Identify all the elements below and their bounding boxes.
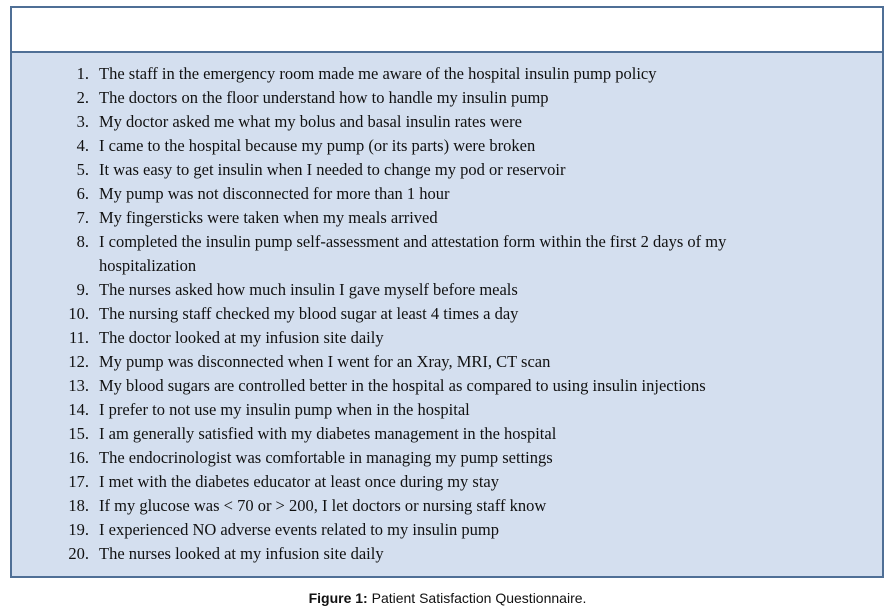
list-item [12, 470, 882, 494]
list-item [12, 134, 882, 158]
question-text: The doctors on the floor understand how to handle my insulin pump [99, 88, 549, 107]
list-item [12, 494, 882, 518]
question-number-text: 7. [76, 208, 89, 227]
number-spacer [89, 542, 99, 566]
question-number [12, 398, 89, 422]
table-header-cell [12, 8, 882, 53]
question-text: I met with the diabetes educator at least once during my stay [99, 472, 499, 491]
number-spacer [89, 86, 99, 110]
question-number [12, 470, 89, 494]
number-spacer [89, 470, 99, 494]
number-spacer [89, 230, 99, 278]
question-number-text: 19. [68, 520, 89, 539]
question-text: The nurses looked at my infusion site daily [99, 544, 384, 563]
question-number-text: 9. [76, 280, 89, 299]
question-text: It was easy to get insulin when I needed to change my pod or reservoir [99, 160, 566, 179]
question-number [12, 278, 89, 302]
list-item [12, 422, 882, 446]
number-spacer [89, 398, 99, 422]
list-item [12, 446, 882, 470]
question-number [12, 350, 89, 374]
question-number-text: 6. [76, 184, 89, 203]
list-item [12, 350, 882, 374]
question-number-text: 10. [68, 304, 89, 323]
question-text: My fingersticks were taken when my meals arrived [99, 208, 438, 227]
question-number-text: 15. [68, 424, 89, 443]
question-number [12, 422, 89, 446]
number-spacer [89, 302, 99, 326]
number-spacer [89, 62, 99, 86]
number-spacer [89, 134, 99, 158]
number-spacer [89, 422, 99, 446]
list-item [12, 206, 882, 230]
question-number-text: 3. [76, 112, 89, 131]
list-item [12, 326, 882, 350]
number-spacer [89, 350, 99, 374]
question-text: I experienced NO adverse events related to my insulin pump [99, 520, 499, 539]
question-number-text: 2. [76, 88, 89, 107]
question-number [12, 206, 89, 230]
number-spacer [89, 206, 99, 230]
number-spacer [89, 278, 99, 302]
number-spacer [89, 110, 99, 134]
caption-text: Patient Satisfaction Questionnaire. [367, 590, 587, 606]
question-number-text: 17. [68, 472, 89, 491]
number-spacer [89, 518, 99, 542]
list-item [12, 158, 882, 182]
question-text: I am generally satisfied with my diabetes management in the hospital [99, 424, 557, 443]
number-spacer [89, 326, 99, 350]
question-number [12, 302, 89, 326]
question-number-text: 20. [68, 544, 89, 563]
question-text: The nurses asked how much insulin I gave myself before meals [99, 280, 518, 299]
list-item [12, 374, 882, 398]
question-text: The nursing staff checked my blood sugar at least 4 times a day [99, 304, 519, 323]
question-number [12, 62, 89, 86]
number-spacer [89, 494, 99, 518]
number-spacer [89, 446, 99, 470]
question-number-text: 13. [68, 376, 89, 395]
question-number [12, 182, 89, 206]
question-text: I completed the insulin pump self-assessment and attestation form within the first 2 days of my hospitalization [99, 232, 727, 275]
question-number-text: 4. [76, 136, 89, 155]
question-number-text: 1. [76, 64, 89, 83]
question-text: I prefer to not use my insulin pump when in the hospital [99, 400, 470, 419]
list-item [12, 278, 882, 302]
question-text: The endocrinologist was comfortable in managing my pump settings [99, 448, 553, 467]
question-number-text: 14. [68, 400, 89, 419]
caption-label: Figure 1: [308, 590, 368, 606]
table-body-cell [12, 53, 882, 576]
question-number [12, 374, 89, 398]
list-item [12, 86, 882, 110]
question-number [12, 542, 89, 566]
list-item [12, 542, 882, 566]
list-item [12, 302, 882, 326]
question-text: The doctor looked at my infusion site daily [99, 328, 384, 347]
list-item [12, 398, 882, 422]
question-text: The staff in the emergency room made me aware of the hospital insulin pump policy [99, 64, 657, 83]
number-spacer [89, 158, 99, 182]
list-item [12, 110, 882, 134]
question-text: My blood sugars are controlled better in the hospital as compared to using insulin injections [99, 376, 706, 395]
question-number-text: 16. [68, 448, 89, 467]
figure-caption [0, 590, 895, 606]
questionnaire-table [10, 6, 884, 578]
list-item [12, 230, 882, 278]
question-number-text: 11. [68, 328, 89, 347]
number-spacer [89, 374, 99, 398]
question-number-text: 12. [68, 352, 89, 371]
question-text: I came to the hospital because my pump (or its parts) were broken [99, 136, 536, 155]
question-text: If my glucose was < 70 or > 200, I let doctors or nursing staff know [99, 496, 547, 515]
question-text: My doctor asked me what my bolus and basal insulin rates were [99, 112, 522, 131]
question-number [12, 158, 89, 182]
number-spacer [89, 182, 99, 206]
question-number [12, 446, 89, 470]
question-number [12, 518, 89, 542]
question-number-text: 5. [76, 160, 89, 179]
question-number [12, 230, 89, 278]
list-item [12, 182, 882, 206]
question-list [12, 62, 882, 566]
question-text: My pump was not disconnected for more than 1 hour [99, 184, 450, 203]
question-text: My pump was disconnected when I went for an Xray, MRI, CT scan [99, 352, 551, 371]
question-number [12, 326, 89, 350]
list-item [12, 518, 882, 542]
question-number-text: 8. [76, 232, 89, 251]
question-number [12, 86, 89, 110]
question-number-text: 18. [68, 496, 89, 515]
question-number [12, 134, 89, 158]
question-number [12, 494, 89, 518]
list-item [12, 62, 882, 86]
question-number [12, 110, 89, 134]
